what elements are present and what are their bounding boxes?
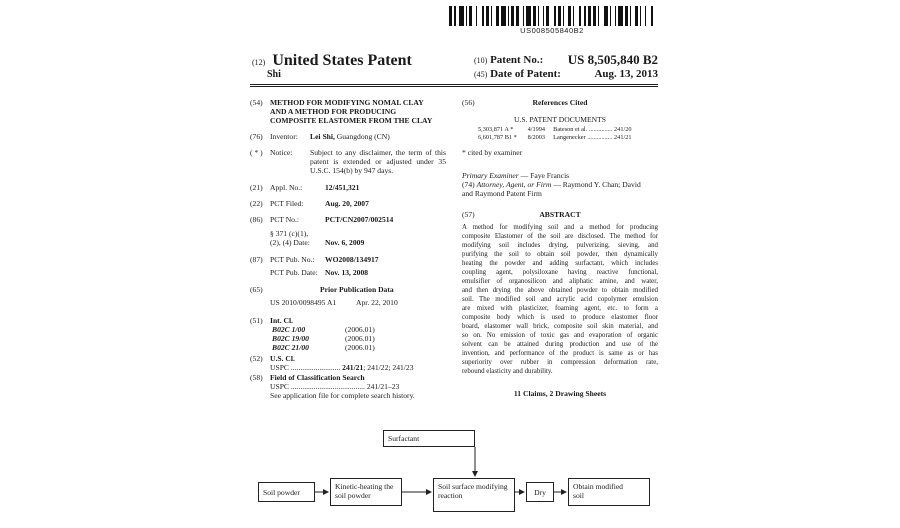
patent-number: US 8,505,840 B2 <box>567 52 658 67</box>
pct-no: PCT/CN2007/002514 <box>325 215 394 224</box>
inid-code-12: (12) <box>252 58 266 67</box>
title-line: METHOD FOR MODIFYING NOMAL CLAY <box>270 98 424 107</box>
notice-text: Subject to any disclaimer, the term of this patent is extended or adjusted under 35 U.S.C. 154(b) by 947 days. <box>310 148 446 175</box>
inid-code-54: (54) <box>250 98 263 107</box>
abstract-line: composite body which is used to produce elastomer floor <box>462 314 658 321</box>
title-line: COMPOSITE ELASTOMER FROM THE CLAY <box>270 116 433 125</box>
reference-class: 241/20 <box>614 126 632 133</box>
soil-powder-box <box>258 482 315 502</box>
inid-code-74: (74) <box>462 180 475 189</box>
appl-no: 12/451,321 <box>325 183 360 192</box>
inventor-place: Guangdong (CN) <box>334 132 390 141</box>
uspc-primary: 241/21 <box>342 363 364 372</box>
dry-label: Dry <box>534 488 546 497</box>
inid-code-52: (52) <box>250 354 263 363</box>
soil-powder-label: Soil powder <box>263 488 300 497</box>
surface-modifying-label-2: reaction <box>438 491 463 500</box>
pct-no-label: PCT No.: <box>270 215 299 224</box>
int-cl-code: B02C 21/00 <box>272 343 309 352</box>
inid-code-22: (22) <box>250 199 263 208</box>
surface-modifying-label: Soil surface modifying <box>438 482 508 491</box>
int-cl-code: B02C 1/00 <box>272 325 306 334</box>
abstract-line: composite Elastomer of the soil are disclosed. The method for <box>462 233 658 240</box>
pct-pub-date: Nov. 13, 2008 <box>325 268 369 277</box>
field-of-search-label: Field of Classification Search <box>270 373 365 382</box>
s371-date: Nov. 6, 2009 <box>325 238 365 247</box>
barcode-number: US008505840B2 <box>520 26 584 35</box>
abstract-line: are mixed with plasticizer, foaming agent, etc. to form a <box>462 305 658 312</box>
abstract-line: superiority over rubber in compression deformation rate, <box>462 359 658 366</box>
attorney-name-continued: and Raymond Patent Firm <box>462 189 542 198</box>
dot-leader: .......................... <box>290 363 341 372</box>
abstract-heading: ABSTRACT <box>539 210 581 219</box>
us-patent-documents-heading: U.S. PATENT DOCUMENTS <box>514 115 606 124</box>
s371-label: § 371 (c)(1), <box>270 229 309 238</box>
abstract-line: purifying the soil to obtain soil powder, then dynamically <box>462 251 658 258</box>
patent-date: Aug. 13, 2013 <box>594 68 658 80</box>
int-cl-year: (2006.01) <box>345 343 375 352</box>
patent-number-label: Patent No.: <box>490 54 544 66</box>
kinetic-heating-label: Kinetic-heating the <box>335 482 394 491</box>
obtain-modified-soil-label-2: soil <box>573 491 584 500</box>
prior-publication-number: US 2010/0098495 A1 <box>270 298 337 307</box>
patent-date-label: Date of Patent: <box>490 68 561 80</box>
abstract-line: invention, and performance of the product is same as or has <box>462 350 658 357</box>
inid-code-58: (58) <box>250 373 263 382</box>
inid-code-45: (45) <box>474 70 488 79</box>
int-cl-code: B02C 19/00 <box>272 334 309 343</box>
inventor-surname: Shi <box>267 69 281 80</box>
examiner-name: — Faye Francis <box>518 171 570 180</box>
surfactant-box <box>383 430 475 447</box>
int-cl-label: Int. Cl. <box>270 316 293 325</box>
reference-date: 8/2003 <box>527 134 546 141</box>
inid-code-56: (56) <box>462 98 475 107</box>
reference-name: Bateson et al. <box>553 126 588 133</box>
kinetic-heating-label-2: soil powder <box>335 491 371 500</box>
pct-filed-label: PCT Filed: <box>270 199 304 208</box>
obtain-modified-soil-label: Obtain modified <box>573 482 623 491</box>
s371-label-2: (2), (4) Date: <box>270 238 310 247</box>
title-line: AND A METHOD FOR PRODUCING <box>270 107 397 116</box>
obtain-modified-soil-box <box>568 478 650 506</box>
reference-class: 241/21 <box>614 134 632 141</box>
inid-code-65: (65) <box>250 285 263 294</box>
int-cl-year: (2006.01) <box>345 325 375 334</box>
abstract-line: and then drying the above obtained powder to obtain modified <box>462 287 658 294</box>
dot-leader: ............... <box>588 126 613 133</box>
reference-name: Langenecker <box>553 134 586 141</box>
dot-leader: ................ <box>587 134 613 141</box>
examiner-label: Primary Examiner <box>462 171 519 180</box>
abstract-line: board, elastomer wall brick, composite soil skin material, and <box>462 323 658 330</box>
field-uspc-label: USPC <box>270 382 289 391</box>
inid-code-21: (21) <box>250 183 263 192</box>
uspc-secondary: ; 241/22; 241/23 <box>363 363 414 372</box>
inventor-name: Lei Shi, <box>310 132 335 141</box>
inid-code-76: (76) <box>250 132 263 141</box>
us-cl-label: U.S. Cl. <box>270 354 295 363</box>
reference-date: 4/1994 <box>527 126 546 133</box>
prior-publication-date: Apr. 22, 2010 <box>356 298 398 307</box>
attorney-label: Attorney, Agent, or Firm <box>476 180 552 189</box>
attorney-name: — Raymond Y. Chan; David <box>551 180 641 189</box>
abstract-line: so on. No emission of toxic gas and evaporation of organic <box>462 332 658 339</box>
cited-by-examiner: * cited by examiner <box>462 148 523 157</box>
abstract-line: modifying soil includes drying, pulverizing, sieving, and <box>462 242 658 249</box>
kinetic-heating-box <box>330 478 402 506</box>
prior-publication-heading: Prior Publication Data <box>320 285 394 294</box>
references-cited-heading: References Cited <box>532 98 588 107</box>
uspc-label: USPC <box>270 363 289 372</box>
abstract-line: solvent can be attained during production and use of the <box>462 341 658 348</box>
inventor-label: Inventor: <box>270 132 298 141</box>
inid-code-87: (87) <box>250 255 263 264</box>
pct-pub-date-label: PCT Pub. Date: <box>270 268 318 277</box>
abstract-line: emulsifier of organosilicon and aliphatic amine, and water, <box>462 278 658 285</box>
abstract-line: heating the powder and adding surfactant, which includes <box>462 260 658 267</box>
abstract-line: soil. The modified soil and acrylic acid copolymer emulsion <box>462 296 658 303</box>
dry-box <box>526 482 554 502</box>
pct-pub-no-label: PCT Pub. No.: <box>270 255 315 264</box>
search-history-note: See application file for complete search history. <box>270 391 415 400</box>
appl-no-label: Appl. No.: <box>270 183 303 192</box>
abstract-line: coupling agent, polysiloxane having reactive functional, <box>462 269 658 276</box>
claims-count: 11 Claims, 2 Drawing Sheets <box>513 389 607 398</box>
surface-modifying-box <box>433 478 515 512</box>
abstract-line: rebound elasticity and durability. <box>462 368 553 375</box>
inid-code-57: (57) <box>462 210 475 219</box>
document-type: United States Patent <box>272 52 412 69</box>
pct-filed: Aug. 20, 2007 <box>325 199 369 208</box>
abstract-line: A method for modifying soil and a method for producing <box>462 224 658 231</box>
notice-label: Notice: <box>270 148 293 157</box>
pct-pub-no: WO2008/134917 <box>325 255 379 264</box>
surfactant-label: Surfactant <box>388 434 420 443</box>
reference-number: 5,303,871 A * <box>478 126 514 133</box>
inid-code-51: (51) <box>250 316 263 325</box>
inid-code-notice: ( * ) <box>250 148 263 157</box>
inid-code-10: (10) <box>474 56 488 65</box>
inid-code-86: (86) <box>250 215 263 224</box>
reference-number: 6,601,787 B1 * <box>478 134 517 141</box>
field-uspc-value: 241/21–23 <box>366 382 400 391</box>
dot-leader: ....................................... <box>290 382 365 391</box>
int-cl-year: (2006.01) <box>345 334 375 343</box>
